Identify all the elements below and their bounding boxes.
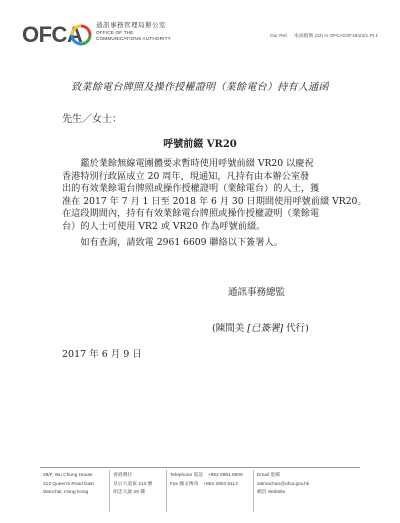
footer-line: 胡忠大廈 29 樓: [113, 490, 145, 495]
footer-phone: [166, 470, 253, 512]
footer-line: 香港灣仔: [113, 473, 133, 478]
footer-contact: [253, 470, 360, 512]
logo-ring-icon: [70, 24, 92, 46]
ref-label: Our Ref.: [269, 34, 289, 39]
paragraph-line: 鑑於業餘無線電團體要求暫時使用呼號前綴 VR20 以慶祝: [62, 158, 314, 169]
footer: [40, 470, 360, 512]
org-name: [96, 22, 171, 41]
salutation: 先生／女士：: [62, 114, 122, 125]
body-paragraph-2: 如有查詢，請致電 2961 6609 聯絡以下簽署人。: [62, 237, 283, 248]
footer-line: Email 電郵: [257, 473, 280, 478]
reference-number: [264, 32, 378, 39]
body-paragraph-1: [62, 158, 367, 234]
footer-address-zh: [109, 470, 166, 512]
paragraph-line: 台）的人士可使用 VR2 或 VR20 作為呼號前綴。: [62, 220, 266, 232]
signer-prefix: (陳閒美: [212, 323, 248, 334]
paragraph-line: 在這段期間內，持有有效業餘電台牌照或操作授權證明（業餘電: [62, 208, 320, 220]
signed-marker: [已簽署]: [247, 323, 284, 334]
signer-suffix: 代行): [283, 323, 309, 334]
org-name-en-line1: OFFICE OF THE: [96, 30, 134, 35]
footer-line: 29/F, Wu Chung House: [43, 473, 93, 478]
footer-line: 皇后大道東 213 號: [113, 481, 153, 487]
footer-line: Telephone 電話 +852 2961 6609: [170, 473, 243, 478]
letter-title: 致業餘電台牌照及操作授權證明（業餘電台）持有人通函: [71, 82, 329, 93]
footer-line: Fax 圖文傳真 +852 2803 5113: [170, 481, 238, 487]
footer-address-en: [40, 470, 109, 512]
org-name-zh: 通訊事務管理局辦公室: [96, 22, 166, 29]
letter-date: 2017 年 6 月 9 日: [62, 349, 142, 360]
footer-line: Wanchai, Hong Kong: [43, 490, 89, 495]
signoff-title: 通訊事務總監: [228, 287, 286, 298]
logo-text: OFCA: [22, 22, 83, 47]
footer-line: 213 Queen's Road East: [43, 481, 94, 487]
ref-value: 本函檔號 (33) in OFCA/O/F49/23/1 Pt.1: [294, 34, 378, 39]
signer: [212, 320, 309, 334]
letter-heading: 呼號前綴 VR20: [163, 139, 237, 150]
org-name-en-line2: COMMUNICATIONS AUTHORITY: [96, 35, 171, 41]
paragraph-line: 准在 2017 年 7 月 1 日至 2018 年 6 月 30 日期間使用呼號前綴 VR20。: [62, 195, 367, 207]
footer-email-link[interactable]: salmachan@ofca.gov.hk: [257, 481, 310, 487]
footer-divider: [40, 467, 360, 468]
paragraph-line: 出的有效業餘電台牌照或操作授權證明（業餘電台）的人士，獲: [62, 183, 320, 195]
footer-line: 網頁 Website: [257, 490, 286, 495]
paragraph-line: 香港特別行政區成立 20 周年，現通知，凡持有由本辦公室發: [62, 170, 310, 182]
